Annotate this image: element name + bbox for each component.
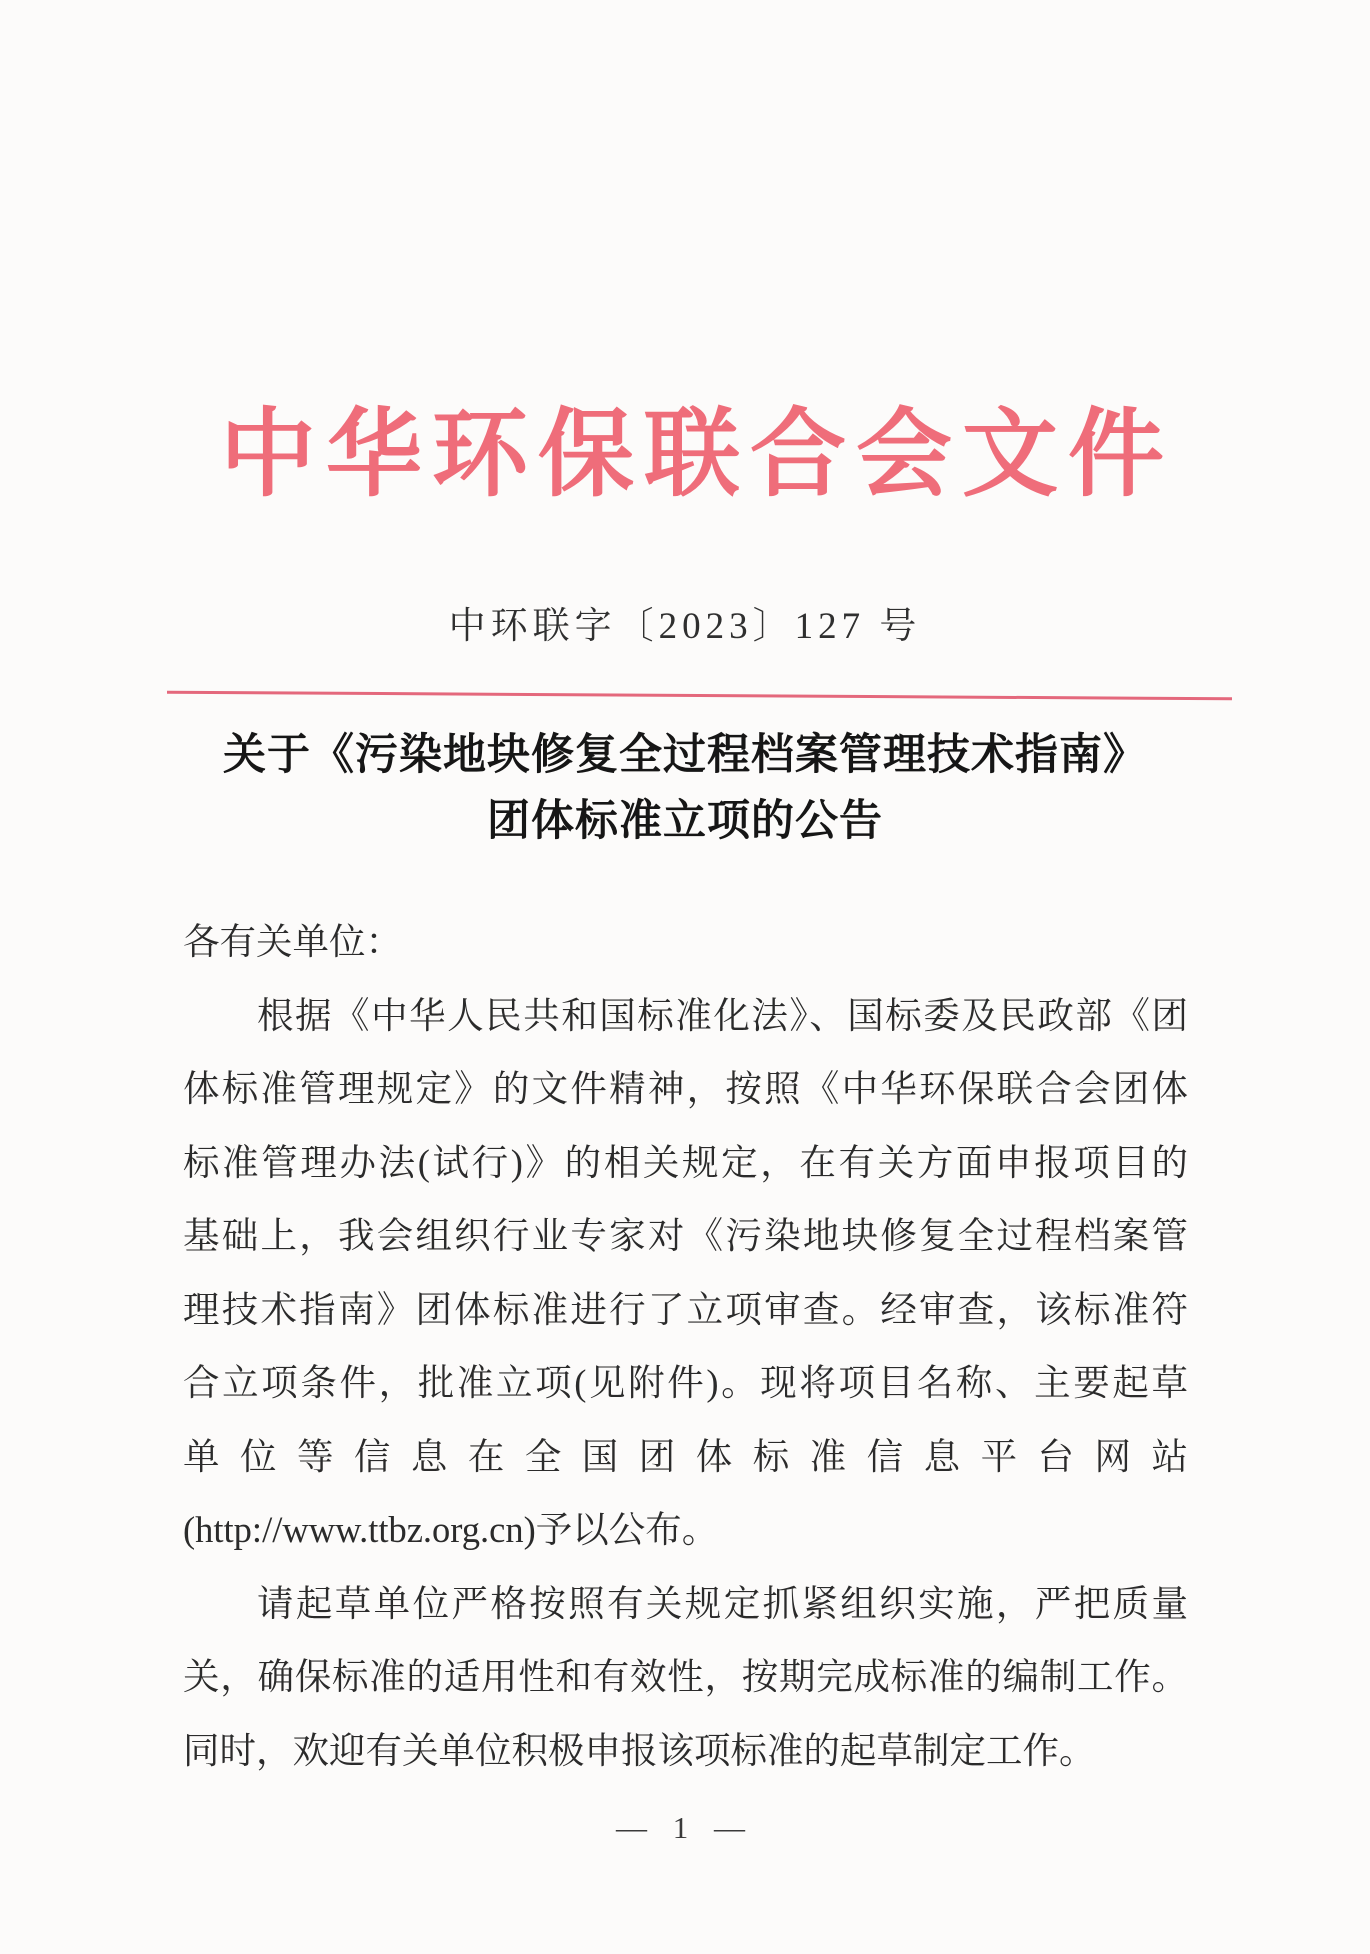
body-line: 体标准管理规定》的文件精神，按照《中华环保联合会团体 — [183, 1068, 1188, 1109]
body-line: (http://www.ttbz.org.cn)予以公布。 — [183, 1509, 719, 1550]
body-line: 单位等信息在全国团体标准信息平台网站 — [183, 1435, 1188, 1477]
body-line: 关，确保标准的适用性和有效性，按期完成标准的编制工作。 — [183, 1656, 1188, 1697]
body-line: 同时，欢迎有关单位积极申报该项标准的起草制定工作。 — [183, 1729, 1096, 1771]
page-number: — 1 — — [616, 1810, 754, 1845]
salutation: 各有关单位： — [183, 921, 402, 962]
body-line: 合立项条件，批准立项(见附件)。现将项目名称、主要起草 — [183, 1362, 1188, 1403]
document-body — [183, 905, 1188, 1787]
document-title-line2: 团体标准立项的公告 — [487, 798, 883, 845]
document-title-line1: 关于《污染地块修复全过程档案管理技术指南》 — [223, 732, 1147, 779]
body-line: 标准管理办法(试行)》的相关规定，在有关方面申报项目的 — [183, 1141, 1188, 1183]
body-line: 理技术指南》团体标准进行了立项审查。经审查，该标准符 — [183, 1288, 1188, 1330]
body-paragraph-lines — [183, 979, 1188, 1788]
document-title — [0, 723, 1370, 855]
document-number: 中环联字〔2023〕127 号 — [448, 606, 922, 647]
red-divider-rule — [167, 691, 1232, 701]
body-line: 基础上，我会组织行业专家对《污染地块修复全过程档案管 — [183, 1215, 1188, 1256]
body-line: 根据《中华人民共和国标准化法》、国标委及民政部《团 — [257, 994, 1188, 1036]
body-line: 请起草单位严格按照有关规定抓紧组织实施，严把质量 — [257, 1582, 1188, 1624]
agency-banner-title: 中华环保联合会文件 — [220, 401, 1174, 508]
